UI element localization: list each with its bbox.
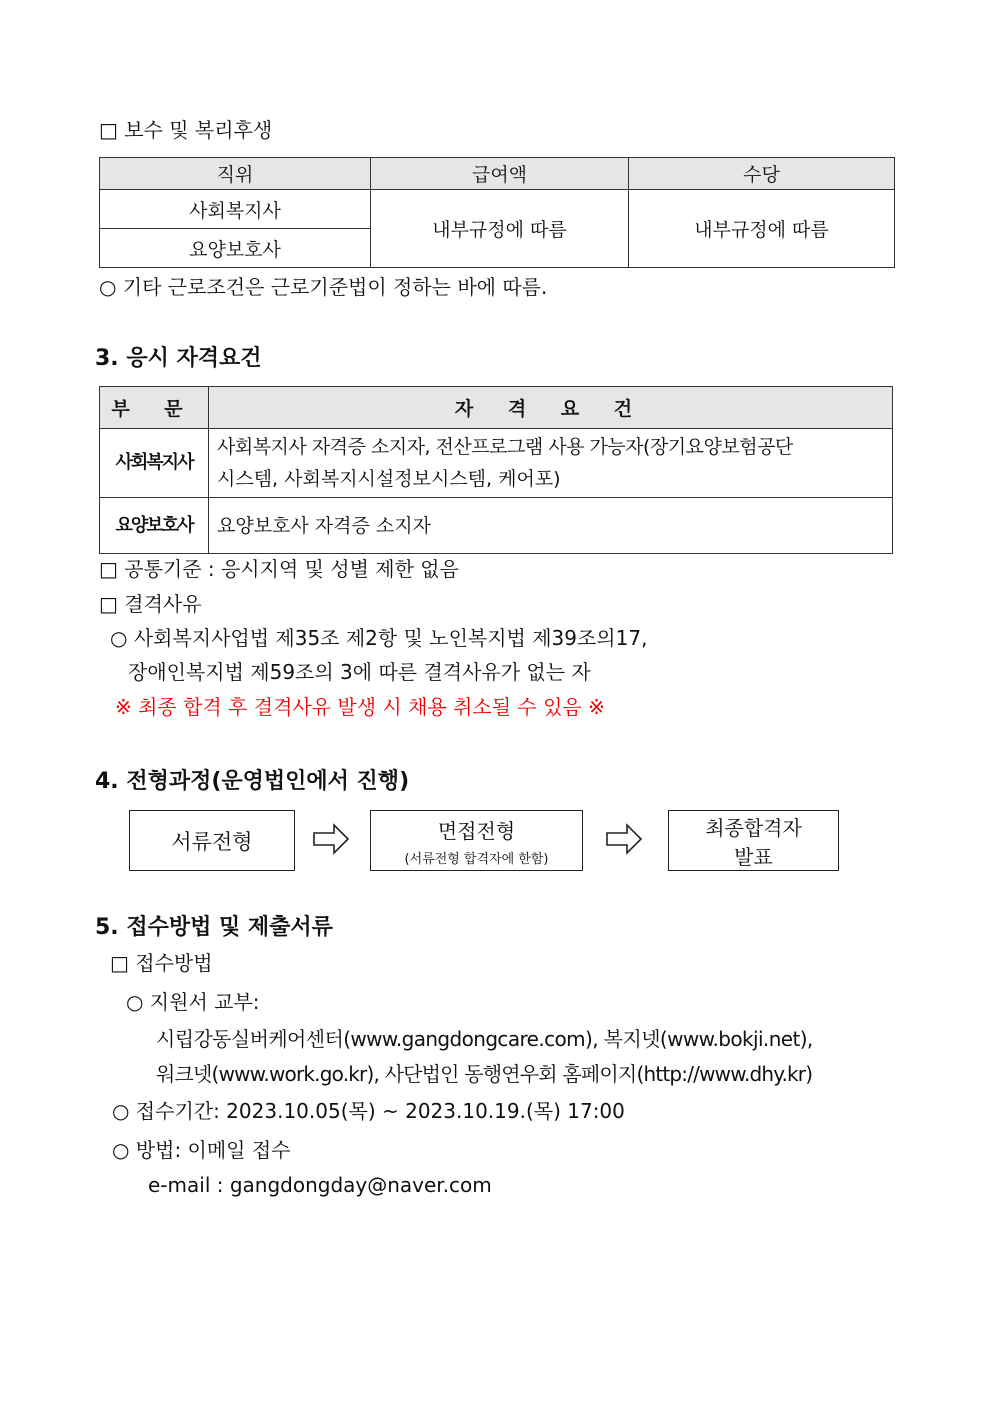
requirement-line: 요양보호사 자격증 소지자: [217, 514, 431, 537]
qualifications-table: [99, 386, 893, 554]
qualifications-heading: 3. 응시 자격요건: [95, 346, 262, 371]
process-step-documents: [129, 810, 295, 871]
arrow-right-icon: [312, 823, 350, 855]
step-label: 최종합격자: [705, 815, 802, 840]
col-header-allowance: 수당: [629, 158, 895, 190]
application-heading: 5. 접수방법 및 제출서류: [95, 915, 333, 940]
arrow-right-icon: [605, 823, 643, 855]
form-source-line: 워크넷(www.work.go.kr), 사단법인 동행연우회 홈페이지(http://www.dhy.kr): [156, 1062, 813, 1086]
pay-cell: 내부규정에 따름: [371, 190, 629, 268]
requirement-line: 사회복지사 자격증 소지자, 전산프로그램 사용 가능자(장기요양보험공단: [217, 436, 793, 458]
requirement-line: 시스템, 사회복지시설정보시스템, 케어포): [217, 468, 561, 490]
common-criteria: □ 공통기준 : 응시지역 및 성별 제한 없음: [99, 557, 459, 581]
step-note: (서류전형 합격자에 한함): [404, 851, 549, 867]
allowance-cell: 내부규정에 따름: [629, 190, 895, 268]
disqualification-line: ○ 사회복지사업법 제35조 제2항 및 노인복지법 제39조의17,: [110, 626, 648, 650]
dept-cell: 사회복지사: [100, 429, 209, 498]
process-step-interview: [370, 810, 583, 871]
salary-note: ○ 기타 근로조건은 근로기준법이 정하는 바에 따름.: [99, 275, 548, 299]
step-label: 발표: [734, 844, 773, 869]
col-header-dept: 부 문: [100, 387, 209, 429]
form-source-line: 시립강동실버케어센터(www.gangdongcare.com), 복지넷(www.bokji.net),: [156, 1027, 813, 1051]
salary-heading: □ 보수 및 복리후생: [99, 118, 273, 142]
requirement-cell: [209, 429, 893, 498]
dept-cell: 요양보호사: [100, 498, 209, 554]
col-header-requirements: 자 격 요 건: [209, 387, 893, 429]
form-label: ○ 지원서 교부:: [126, 990, 260, 1014]
method-heading: □ 접수방법: [110, 951, 213, 975]
disqualification-heading: □ 결격사유: [99, 592, 202, 616]
application-email: e-mail : gangdongday@naver.com: [148, 1173, 492, 1197]
process-heading: 4. 전형과정(운영법인에서 진행): [95, 769, 410, 794]
application-period: ○ 접수기간: 2023.10.05(목) ~ 2023.10.19.(목) 17:00: [112, 1099, 625, 1123]
salary-table: [99, 157, 895, 268]
position-cell: 사회복지사: [100, 190, 371, 229]
disqualification-line: 장애인복지법 제59조의 3에 따른 결격사유가 없는 자: [128, 660, 591, 684]
step-label: 서류전형: [171, 829, 253, 854]
step-label: 면접전형: [437, 818, 516, 843]
position-cell: 요양보호사: [100, 229, 371, 268]
warning-note: ※ 최종 합격 후 결격사유 발생 시 채용 취소될 수 있음 ※: [115, 695, 605, 719]
col-header-position: 직위: [100, 158, 371, 190]
requirement-cell: [209, 498, 893, 554]
application-method: ○ 방법: 이메일 접수: [112, 1138, 291, 1162]
process-step-final: [668, 810, 839, 871]
col-header-pay: 급여액: [371, 158, 629, 190]
